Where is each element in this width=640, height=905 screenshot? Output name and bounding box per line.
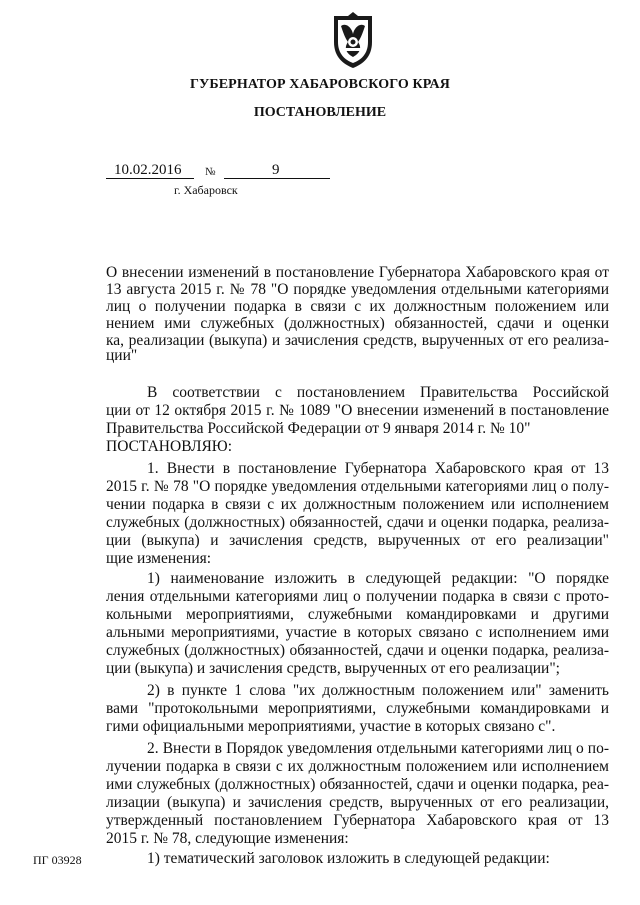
body-line: В соответствии с постановлением Правительства Российской: [147, 384, 609, 401]
title-line: нением ими служебных (должностных) обязанностей, сдачи и оценки: [106, 315, 609, 332]
coat-of-arms-icon: [328, 12, 378, 70]
document-number: 9: [272, 162, 280, 178]
body-line: 1. Внести в постановление Губернатора Хабаровского края от 13: [147, 460, 609, 477]
body-line: лизации (выкупа) и зачисления средств, вырученных от его реализации,: [106, 794, 609, 811]
title-line: О внесении изменений в постановление Губернатора Хабаровского края от: [106, 264, 609, 281]
body-line: кольными мероприятиями, служебными командировками и другими: [106, 606, 609, 623]
body-line: 2015 г. № 78 "О порядке уведомления отдельными категориями лиц о полу-: [106, 478, 609, 495]
body-line: гими официальными мероприятиями, участие в которых связано с".: [106, 718, 556, 735]
body-line: 2015 г. № 78, следующие изменения:: [106, 830, 349, 847]
body-line: альными мероприятиями, участие в которых связано с исполнением ими: [106, 624, 609, 641]
title-line: ка, реализации (выкупа) и зачисления средств, вырученных от его реализа-: [106, 332, 609, 349]
number-sign: №: [205, 166, 216, 178]
title-line: лиц о получении подарка в связи с их должностным положением или: [106, 298, 609, 315]
body-line: ции (выкупа) и зачисления средств, вырученных от его реализации": [106, 532, 609, 549]
body-line: ПОСТАНОВЛЯЮ:: [106, 438, 233, 455]
date-underline: [106, 178, 194, 179]
footer-code: ПГ 03928: [33, 853, 82, 867]
body-line: щие изменения:: [106, 550, 212, 567]
document-city: г. Хабаровск: [174, 183, 238, 197]
document-date: 10.02.2016: [114, 162, 182, 178]
body-line: ции от 12 октября 2015 г. № 1089 "О внесении изменений в постановление: [106, 402, 609, 419]
body-line: ими служебных (должностных) обязанностей, сдачи и оценки подарка, реа-: [106, 776, 609, 793]
number-underline: [224, 178, 330, 179]
body-line: Правительства Российской Федерации от 9 января 2014 г. № 10": [106, 420, 531, 437]
issuing-authority: ГУБЕРНАТОР ХАБАРОВСКОГО КРАЯ: [190, 77, 450, 92]
body-line: ции (выкупа) и зачисления средств, вырученных от его реализации";: [106, 660, 560, 677]
body-line: 2) в пункте 1 слова "их должностным положением или" заменить: [147, 682, 609, 699]
body-line: вами "протокольными мероприятиями, служебными командировками и: [106, 700, 609, 717]
body-line: чении подарка в связи с их должностным положением или исполнением: [106, 496, 609, 513]
body-line: утвержденный постановлением Губернатора Хабаровского края от 13: [106, 812, 609, 829]
body-line: 2. Внести в Порядок уведомления отдельными категориями лиц о по-: [147, 740, 609, 757]
body-line: лучении подарка в связи с их должностным положением или исполнением: [106, 758, 609, 775]
body-line: служебных (должностных) обязанностей, сдачи и оценки подарка, реализа-: [106, 642, 609, 659]
body-line: ления отдельными категориями лиц о получении подарка в связи с прото-: [106, 588, 609, 605]
body-line: служебных (должностных) обязанностей, сдачи и оценки подарка, реализа-: [106, 514, 609, 531]
title-line: 13 августа 2015 г. № 78 "О порядке уведомления отдельными категориями: [106, 281, 609, 298]
body-line: 1) наименование изложить в следующей редакции: "О порядке: [147, 570, 609, 587]
title-line: ции": [106, 347, 138, 364]
document-type: ПОСТАНОВЛЕНИЕ: [253, 105, 387, 120]
body-line: 1) тематический заголовок изложить в следующей редакции:: [147, 850, 550, 867]
